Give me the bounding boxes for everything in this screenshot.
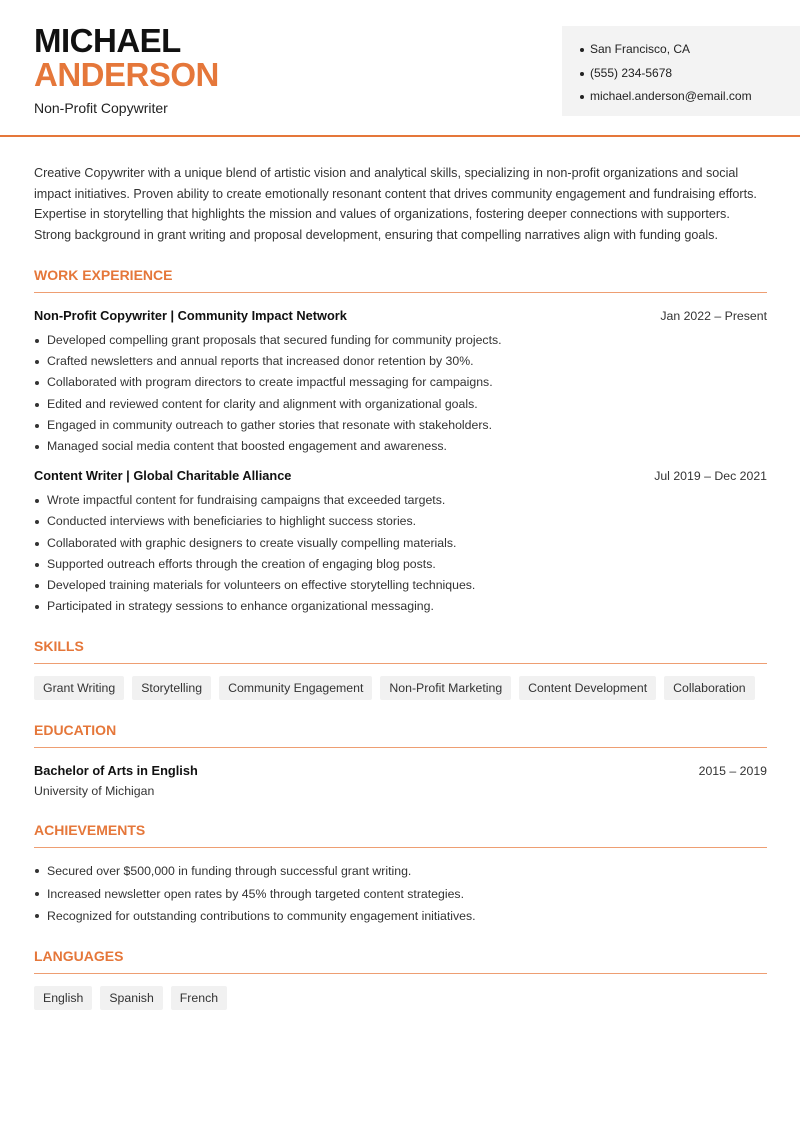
skill-tag: Community Engagement <box>219 676 372 700</box>
job-bullet: Engaged in community outreach to gather stories that resonate with stakeholders. <box>34 415 767 436</box>
job-bullet: Participated in strategy sessions to enhance organizational messaging. <box>34 596 767 617</box>
language-tag: Spanish <box>100 986 162 1010</box>
section-title-education: EDUCATION <box>34 722 767 748</box>
achievement-item: Recognized for outstanding contributions to community engagement initiatives. <box>34 905 767 928</box>
skills-section <box>34 638 767 700</box>
education-date: 2015 – 2019 <box>698 764 767 779</box>
contact-phone: (555) 234-5678 <box>580 62 800 86</box>
resume-body <box>34 163 767 1010</box>
resume-header <box>0 0 800 137</box>
job-entry <box>34 468 767 617</box>
section-title-languages: LANGUAGES <box>34 948 767 974</box>
job-date: Jan 2022 – Present <box>660 309 767 323</box>
first-name: MICHAEL <box>34 22 181 59</box>
skill-tag: Storytelling <box>132 676 211 700</box>
language-tag: English <box>34 986 92 1010</box>
job-bullet: Developed training materials for volunteers on effective storytelling techniques. <box>34 575 767 596</box>
skill-tag: Content Development <box>519 676 656 700</box>
job-bullets <box>34 490 767 617</box>
degree: Bachelor of Arts in English <box>34 763 198 779</box>
achievement-list <box>34 860 767 928</box>
achievements-section <box>34 822 767 928</box>
contact-box <box>562 26 800 116</box>
languages-section <box>34 948 767 1010</box>
education-section <box>34 722 767 798</box>
job-bullet: Crafted newsletters and annual reports that increased donor retention by 30%. <box>34 351 767 372</box>
section-title-skills: SKILLS <box>34 638 767 664</box>
section-title-achievements: ACHIEVEMENTS <box>34 822 767 848</box>
skill-tag: Grant Writing <box>34 676 124 700</box>
summary: Creative Copywriter with a unique blend of artistic vision and analytical skills, specializing in non-profit organizations and social impact initiatives. Proven ability to create emotionally resonant content that drives community engagement and fundraising efforts. Expertise in storytelling that highlights the mission and values of organizations, fostering deeper connections with supporters. Strong background in grant writing and proposal development, ensuring that compelling narratives align with funding goals. <box>34 166 757 242</box>
job-bullet: Conducted interviews with beneficiaries to highlight success stories. <box>34 511 767 532</box>
achievement-item: Increased newsletter open rates by 45% through targeted content strategies. <box>34 883 767 906</box>
skill-tag: Non-Profit Marketing <box>380 676 511 700</box>
skill-tag: Collaboration <box>664 676 754 700</box>
section-title-work: WORK EXPERIENCE <box>34 267 767 293</box>
job-bullet: Wrote impactful content for fundraising campaigns that exceeded targets. <box>34 490 767 511</box>
job-title: Non-Profit Copywriter <box>34 100 168 116</box>
job-entry <box>34 308 767 457</box>
job-bullet: Collaborated with graphic designers to create visually compelling materials. <box>34 533 767 554</box>
last-name: ANDERSON <box>34 56 219 93</box>
contact-list <box>580 38 800 109</box>
job-bullet: Collaborated with program directors to create impactful messaging for campaigns. <box>34 372 767 393</box>
job-bullet: Developed compelling grant proposals that secured funding for community projects. <box>34 330 767 351</box>
skills-tags <box>34 676 767 700</box>
school: University of Michigan <box>34 784 155 799</box>
contact-location: San Francisco, CA <box>580 38 800 62</box>
contact-email: michael.anderson@email.com <box>580 85 800 109</box>
job-bullet: Managed social media content that boosted engagement and awareness. <box>34 436 767 457</box>
language-tags <box>34 986 767 1010</box>
job-bullets <box>34 330 767 457</box>
achievement-item: Secured over $500,000 in funding through successful grant writing. <box>34 860 767 883</box>
job-bullet: Supported outreach efforts through the creation of engaging blog posts. <box>34 554 767 575</box>
job-role: Content Writer | Global Charitable Alliance <box>34 468 292 484</box>
job-role: Non-Profit Copywriter | Community Impact Network <box>34 308 347 323</box>
language-tag: French <box>171 986 227 1010</box>
work-experience-section <box>34 267 767 617</box>
job-bullet: Edited and reviewed content for clarity and alignment with organizational goals. <box>34 394 767 415</box>
job-date: Jul 2019 – Dec 2021 <box>654 469 767 484</box>
